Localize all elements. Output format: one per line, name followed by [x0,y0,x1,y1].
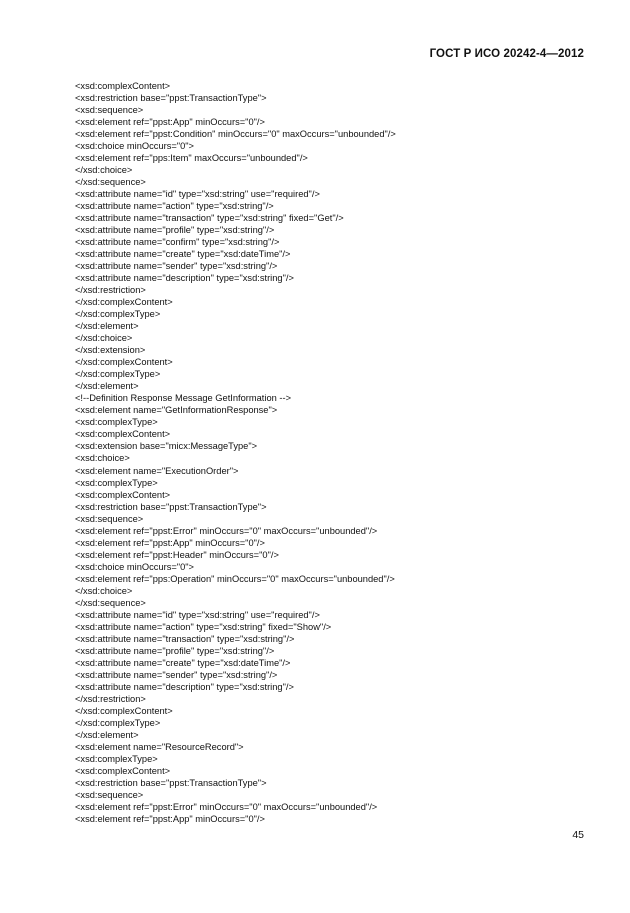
code-line: <xsd:choice minOccurs="0"> [75,141,194,152]
code-line: </xsd:complexContent> [75,705,173,716]
code-line: </xsd:complexType> [75,717,161,728]
code-line: <xsd:extension base="micx:MessageType"> [75,441,258,452]
code-line: </xsd:restriction> [75,693,146,704]
code-line: <xsd:attribute name="id" type="xsd:string" use="required"/> [75,189,320,200]
code-line: <xsd:element ref="ppst:App" minOccurs="0"/> [75,537,265,548]
code-line: <xsd:attribute name="id" type="xsd:string" use="required"/> [75,609,320,620]
code-line: </xsd:choice> [75,585,133,596]
code-line: <xsd:sequence> [75,105,144,116]
code-line: <xsd:restriction base="ppst:TransactionType"> [75,777,267,788]
code-line: <xsd:choice> [75,453,130,464]
code-line: <xsd:element ref="pps:Operation" minOccurs="0" maxOccurs="unbounded"/> [75,573,395,584]
code-line: <!--Definition Response Message GetInformation --> [75,393,291,404]
code-line: <xsd:element ref="ppst:Error" minOccurs="0" maxOccurs="unbounded"/> [75,801,378,812]
code-line: <xsd:choice minOccurs="0"> [75,561,194,572]
code-line: <xsd:complexType> [75,417,158,428]
code-line: <xsd:restriction base="ppst:TransactionType"> [75,501,267,512]
code-listing [75,80,585,825]
page-header: ГОСТ Р ИСО 20242-4—2012 [429,48,584,60]
code-line: <xsd:element ref="pps:Item" maxOccurs="unbounded"/> [75,153,308,164]
code-line: <xsd:attribute name="action" type="xsd:string" fixed="Show"/> [75,621,332,632]
code-line: <xsd:sequence> [75,513,144,524]
code-line: </xsd:element> [75,321,139,332]
code-line: <xsd:sequence> [75,789,144,800]
code-line: <xsd:attribute name="sender" type="xsd:string"/> [75,261,278,272]
code-line: <xsd:attribute name="profile" type="xsd:string"/> [75,645,275,656]
code-line: </xsd:complexContent> [75,357,173,368]
code-line: </xsd:extension> [75,345,146,356]
code-line: <xsd:attribute name="description" type="xsd:string"/> [75,681,294,692]
code-line: <xsd:element ref="ppst:App" minOccurs="0"/> [75,117,265,128]
code-line: </xsd:complexType> [75,369,161,380]
code-line: <xsd:complexType> [75,477,158,488]
code-line: <xsd:attribute name="profile" type="xsd:string"/> [75,225,275,236]
code-line: <xsd:complexContent> [75,765,171,776]
code-line: <xsd:complexContent> [75,429,171,440]
code-line: </xsd:complexContent> [75,297,173,308]
code-line: <xsd:attribute name="action" type="xsd:string"/> [75,201,274,212]
code-line: <xsd:element name="GetInformationResponse"> [75,405,278,416]
code-line: </xsd:element> [75,381,139,392]
code-line: </xsd:sequence> [75,177,146,188]
code-line: <xsd:attribute name="create" type="xsd:dateTime"/> [75,249,291,260]
code-line: </xsd:choice> [75,333,133,344]
page-number: 45 [572,829,584,841]
code-line: <xsd:attribute name="transaction" type="xsd:string"/> [75,633,295,644]
code-line: <xsd:attribute name="create" type="xsd:dateTime"/> [75,657,291,668]
code-line: <xsd:attribute name="confirm" type="xsd:string"/> [75,237,280,248]
code-line: <xsd:restriction base="ppst:TransactionType"> [75,93,267,104]
code-line: <xsd:element name="ExecutionOrder"> [75,465,239,476]
code-line: <xsd:element ref="ppst:Error" minOccurs="0" maxOccurs="unbounded"/> [75,525,378,536]
code-line: </xsd:complexType> [75,309,161,320]
code-line: <xsd:element ref="ppst:App" minOccurs="0"/> [75,813,265,824]
code-line: <xsd:complexContent> [75,81,171,91]
code-line: </xsd:choice> [75,165,133,176]
code-line: <xsd:attribute name="description" type="xsd:string"/> [75,273,294,284]
code-line: <xsd:complexType> [75,753,158,764]
code-line: <xsd:element ref="ppst:Condition" minOccurs="0" maxOccurs="unbounded"/> [75,129,396,140]
code-line: <xsd:element ref="ppst:Header" minOccurs="0"/> [75,549,279,560]
code-line: <xsd:attribute name="transaction" type="xsd:string" fixed="Get"/> [75,213,344,224]
code-line: <xsd:element name="ResourceRecord"> [75,741,244,752]
code-line: </xsd:sequence> [75,597,146,608]
code-line: </xsd:element> [75,729,139,740]
code-line: <xsd:attribute name="sender" type="xsd:string"/> [75,669,278,680]
code-line: <xsd:complexContent> [75,489,171,500]
code-line: </xsd:restriction> [75,285,146,296]
